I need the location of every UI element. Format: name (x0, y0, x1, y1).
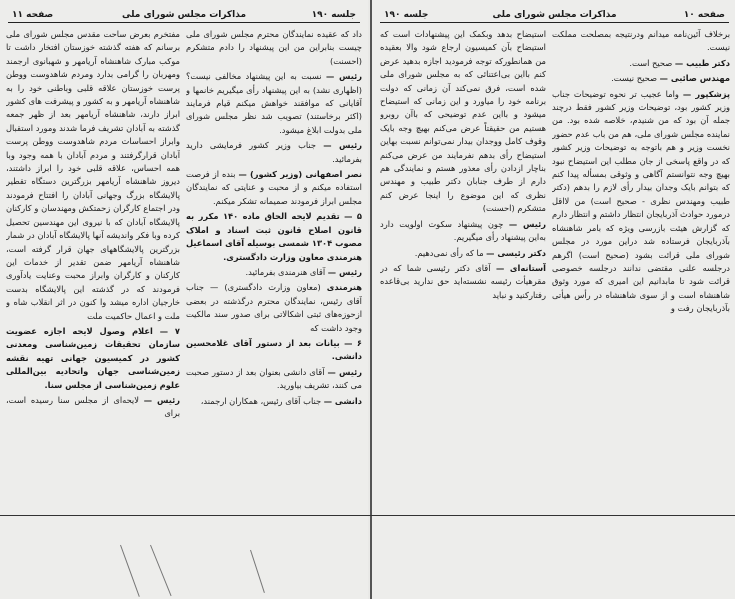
paragraph-text: بنده از فرصت استفاده میکنم و از محبت و عنایتی که نمایندگان مجلس ابراز فرمودند صمیمانه تشکر میکنم. (186, 169, 362, 206)
speaker-name: رئیس — (326, 71, 362, 82)
header-title: مذاکرات مجلس شورای ملی (492, 10, 617, 20)
paragraph (380, 247, 546, 260)
paragraph (186, 28, 362, 68)
speaker-name: رئیس — (327, 266, 362, 277)
speaker-name: رئیس — (143, 394, 180, 405)
speaker-name: پزشکپور — (682, 88, 730, 99)
paragraph-text: آقای دکتر رئیسی شما که در مقرهیأت رئیسه نشسته‌اید حق ندارید بی‌قاعده رفتارکنید و نباید (380, 262, 546, 300)
right-page (370, 0, 735, 599)
paragraph-text: آقای هنرمندی بفرمائید. (245, 266, 326, 277)
paragraph-text: آقای دانشی بعنوان بعد از دستور صحبت می کنند، تشریف بیاورید. (186, 366, 362, 391)
paragraph (186, 366, 362, 393)
speaker-name: آستانه‌ای — (495, 262, 546, 273)
speaker-name: دکتر طبیب — (674, 57, 730, 68)
paragraph-text: ما که رأی نمی‌دهیم. (414, 247, 484, 258)
speaker-name: هنرمندی (326, 282, 362, 293)
paragraph (186, 139, 362, 166)
paragraph (186, 395, 362, 408)
speaker-name: دکتر رئیسی — (486, 247, 546, 258)
paragraph (6, 28, 180, 323)
paragraph (380, 218, 546, 245)
paragraph (552, 57, 730, 70)
agenda-heading: ۷ — اعلام وصول لایحه اجازه عضویت سازمان تحقیقات زمین‌شناسی ومعدنی کشور در کمیسیون جهانی تهیه نقشه زمین‌شناسی جهان واتحادیه بین‌المللی علوم زمین‌شناسی از مجلس سنا. (6, 325, 180, 390)
paragraph-text: واما عجیب تر نحوه توضیحات جناب وزیر کشور بود، توضیحات وزیر کشور فقط درچند جمله آن بود که من شنیدم، خلاصه شده بود. من نماینده مجلس شورای ملی، هم من باب عدم حضور نخست وزیر و هم باتوجه به توضیحات وزیر کشور که در واقع پاسخی از جان مطلب این استیضاح نبود بهیچ وجه نتوانستم آگاهی و وثوقی بمسأله پیدا کنم که بتوانم بایک وجدان بیدار رأی لازم را بدهم (دکتر طبیب ومهندس نظری - صحیح است) من لااقل درمورد حوادث آذربایجان انتظار داشتم و انتظار دارم که گزارش هیئت بازرسی ویژه که بامر شاهنشاه بآذربایجان فرستاده شد دراین مورد در مجلس شورای ملی قرائت بشود (صحیح است) اگرهم درجلسه علنی مقتضی ندانند درجلسه خصوصی قرائت شود تا مابدانیم این امیری که مورد وثوق شاهنشاه است و از سوی شاهنشاه در رأس هیأتی بآذربایجان رفت و (552, 88, 730, 314)
speaker-name: مهندس صائبی — (659, 73, 730, 84)
speaker-name: نصر اصفهانی (وزیر کشور) — (238, 169, 362, 180)
page-number: صفحه ۱۱ (12, 10, 54, 20)
page-header (380, 8, 729, 23)
paragraph (186, 281, 362, 335)
text-column-right (552, 28, 730, 593)
paragraph (380, 28, 546, 216)
paragraph (186, 168, 362, 208)
paragraph-text: (معاون وزارت دادگستری) — جناب آقای رئیس، نمایندگان محترم درگذشته در بعضی ازحوزه‌های ثبتی اشکالاتی برای صدور سند مالکیت وجود داشت که (186, 282, 362, 333)
page-number: صفحه ۱۰ (683, 10, 725, 20)
paragraph (552, 28, 730, 55)
paragraph (186, 266, 362, 279)
paragraph-text: جناب وزیر کشور فرمایشی دارید بفرمائید. (186, 140, 362, 164)
paragraph (186, 70, 362, 137)
paragraph-text: چون پیشنهاد سکوت اولویت دارد به‌این پیشنهاد رأی میگیریم. (380, 218, 546, 243)
speaker-name: دانشی — (323, 395, 362, 406)
paragraph (380, 262, 546, 302)
page-header (8, 8, 360, 23)
agenda-heading: ۵ — تقدیم لایحه الحاق ماده ۱۴۰ مکرر به قانون اصلاح قانون ثبت اسناد و املاک مصوب ۱۳۰۴ شمسی بوسیله آقای اسماعیل هنرمندی معاون وزارت دادگستری. (186, 211, 362, 262)
paragraph-text: صحیح نیست. (611, 73, 657, 84)
paragraph (6, 394, 180, 421)
paragraph-text: صحیح است. (629, 57, 673, 68)
paragraph-text: نسبت به این پیشنهاد مخالفی نیست؟ (اظهاری نشد) به این پیشنهاد رأی میگیریم خانمها و آقایانی که موافقند خواهش میکنم قیام فرمایند (اکثر برخاستند) تصویب شد نظر مجلس شورای ملی بدولت ابلاغ میشود. (186, 71, 362, 135)
speaker-name: رئیس — (508, 218, 546, 229)
header-title: مذاکرات مجلس شورای ملی (121, 10, 247, 20)
text-column-left (380, 28, 546, 593)
paragraph-text: استیضاح بدهد وبکمک این پیشنهادات است که استیضاح بآن کمیسیون ارجاع شود والا بعقیده من همانطورکه توجه فرمودید اجازه بدهید عرض کنم بااین بی‌اعتنائی که به مجلس شورای ملی شده است، فرق نمی‌کند آن زمانی که دولت برنامه خود را میاورد و این زمانی که استیضاح میشود و بااین عدم توضیحی که باآن روبرو هستیم من حقیقتاً عرض می‌کنم بهیچ وجه بایک وقوف کامل ووجدان بیدار نمی‌توانم نسبت بهاین استیضاح رأی بدهم نفرمایند من عرض می‌کنم بناچار ازدادن رأی معذور هستم و نمایندگی هم دارم از طرف جنابان دکتر طبیب و مهندس نظری که این موضوع را اینجا عرض کنم متشکرم (احسنت) (380, 29, 546, 214)
scan-crease-line (0, 515, 735, 516)
session-number: جلسه ۱۹۰ (384, 10, 429, 20)
paragraph-text: جناب آقای رئیس، همکاران ارجمند، (200, 395, 322, 406)
paragraph-text: داد که عقیده نمایندگان محترم مجلس شورای ملی چیست بنابراین من این پیشنهاد را دادم متشکرم (احسنت) (186, 29, 362, 66)
paragraph-text: مفتخرم بعرض ساحت مقدس مجلس شورای ملی برسانم که هفته گذشته خوزستان افتخار داشت تا موکب مبارک شاهنشاه آریامهر و شهبانوی ارجمند ومهربان را گرامی بدارد ومردم شاهدوست ووطن پرست خوزستان علاقه قلبی وباطنی خود را به شاهنشاه آریامهر و به کشور و پیشرفت های کشور ابراز دارند، شاهنشاه آریامهر بعد از ظهر جمعه گذشته به آبادان تشریف فرما شدند ومورد استقبال وابراز احساسات مردم شاهدوست ووطن پرست آبادان قرارگرفتند و مردم آبادان با همه وجود وبا همه احساس، علاقه قلبی خود را ابراز داشتند، دیروز شاهنشاه آریامهر بزرگترین دستگاه تقطیر پالایشگاه بزرگ وجهانی آبادان را افتتاح فرمودند ودر اجتماع کارگران زحمتکش ومهندسان و کارکنان پالایشگاه آبادان که با نیروی این مهندسین تحصیل کرده وبا فکر واندیشه آنها پالایشگاه آبادان در شمار بزرگترین پالایشگاههای جهان قرار گرفته است، شاهنشاه آریامهر ضمن تقدیر از خدمات این کارکنان و کارگران وابراز محبت وعنایت یادآوری فرمودند که در گذشته این پالایشگاه بدست خارجیان اداره میشد وا کنون در اثر انقلاب شاه و ملت و اعمال حاکمیت ملت (6, 29, 180, 321)
paragraph (552, 88, 730, 316)
session-number: جلسه ۱۹۰ (311, 10, 356, 20)
speaker-name: رئیس — (323, 140, 362, 151)
agenda-heading: ۶ — بیانات بعد از دستور آقای غلامحسین دانشی. (186, 337, 362, 362)
paragraph-text: برخلاف آئین‌نامه میدانم ودرنتیجه بمصلحت مملکت نیست. (552, 29, 730, 53)
speaker-name: رئیس — (327, 366, 362, 377)
paragraph (552, 72, 730, 85)
paragraph-text: لایحه‌ای از مجلس سنا رسیده است، برای (6, 394, 180, 419)
text-column-right (186, 28, 362, 593)
text-column-left (6, 28, 180, 593)
